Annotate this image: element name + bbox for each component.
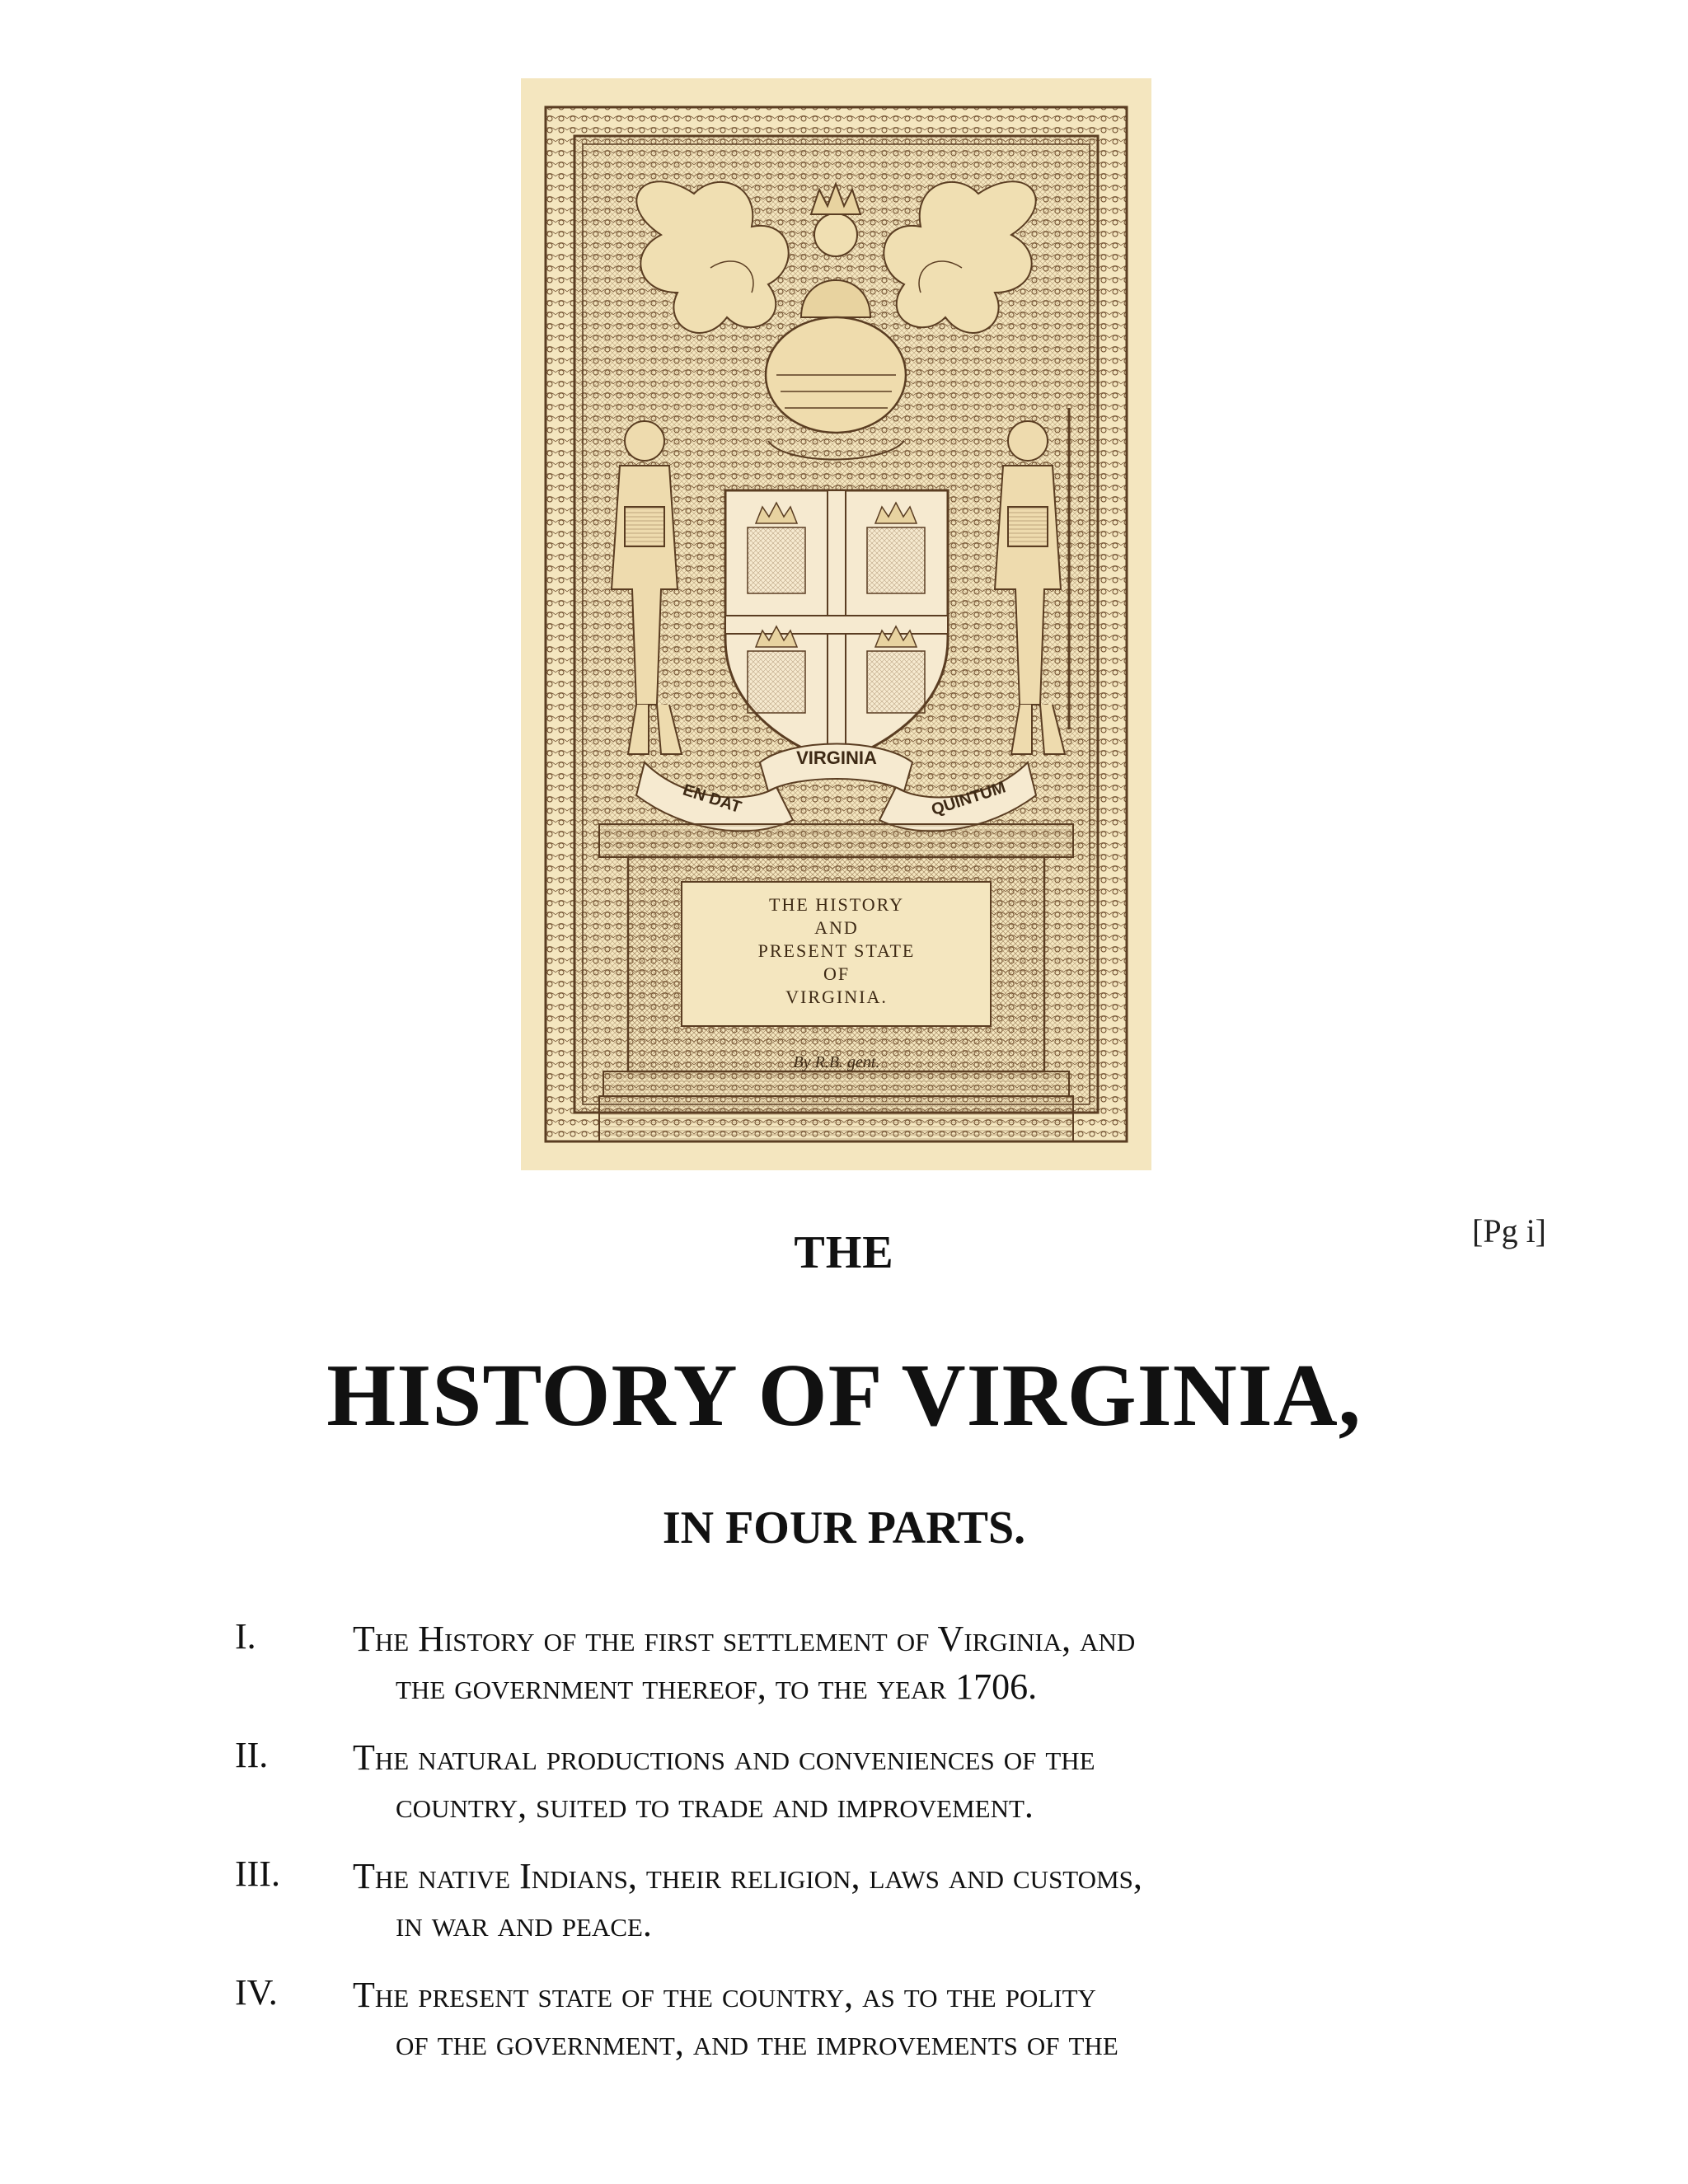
part-description: [353, 1853, 1389, 1948]
banner-center-text: VIRGINIA: [796, 748, 877, 768]
list-item: [235, 1853, 1389, 1948]
part-line-1: The native Indians, their religion, laws and customs,: [353, 1856, 1142, 1896]
plinth-line-1: THE HISTORY: [769, 894, 904, 915]
plinth-line-2: AND: [814, 917, 859, 938]
frontispiece-engraving: [521, 78, 1151, 1170]
part-number: I.: [235, 1616, 256, 1657]
part-line-2: the government thereof, to the year 1706.: [396, 1666, 1038, 1707]
parts-list: [235, 1615, 1389, 2090]
part-number: III.: [235, 1854, 280, 1894]
banner-left-text: EN DAT: [680, 780, 743, 818]
part-line-1: The natural productions and conveniences of the: [353, 1737, 1095, 1778]
part-line-2: of the government, and the improvements of the: [396, 2022, 1118, 2063]
part-number: II.: [235, 1735, 269, 1775]
title-the: THE: [794, 1227, 894, 1278]
page-title: HISTORY OF VIRGINIA,: [326, 1347, 1362, 1445]
part-description: [353, 1734, 1389, 1830]
list-item: [235, 1615, 1389, 1711]
engraving-byline: By R.B. gent.: [793, 1053, 880, 1071]
page-marker: [Pg i]: [1472, 1212, 1546, 1249]
part-line-2: in war and peace.: [396, 1904, 652, 1944]
part-description: [353, 1971, 1389, 2067]
title-subtitle: IN FOUR PARTS.: [662, 1502, 1026, 1554]
part-line-2: country, suited to trade and improvement.: [396, 1785, 1034, 1825]
part-line-1: The present state of the country, as to the polity: [353, 1975, 1096, 2015]
part-number: IV.: [235, 1972, 278, 2013]
plinth-line-3: PRESENT STATE: [757, 940, 916, 961]
coat-of-arms-illustration: [521, 78, 1151, 1170]
plinth-line-5: VIRGINIA.: [785, 987, 888, 1007]
list-item: [235, 1734, 1389, 1830]
part-line-1: The History of the first settlement of Virginia, and: [353, 1619, 1136, 1659]
list-item: [235, 1971, 1389, 2067]
part-description: [353, 1615, 1389, 1711]
banner-right-text: QUINTUM: [929, 778, 1008, 820]
plinth-line-4: OF: [823, 963, 851, 984]
